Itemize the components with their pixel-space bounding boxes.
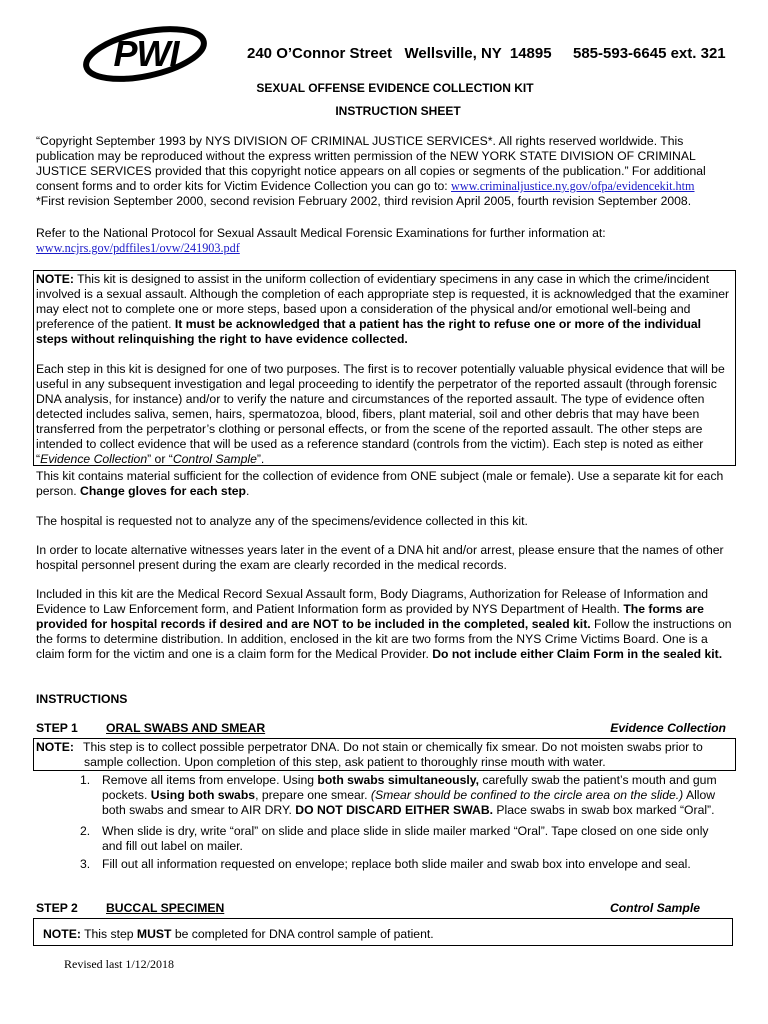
doc-title: SEXUAL OFFENSE EVIDENCE COLLECTION KIT (256, 81, 534, 95)
step1-list (80, 773, 726, 875)
list-item-number: 1. (80, 773, 91, 787)
included-text-2: Follow the instructions on the forms to determine distribution. In addition, enclosed in the kit are two forms from the NYS Crime Victims Board. One is a claim form for the victim and one is a claim form for the Medical Provider. (36, 617, 732, 661)
note-text: This kit is designed to assist in the uniform collection of evidentiary specimens in any case in which the crime/incident involved is a sexual assault. Although the completion of each appropriate step is requested, it is acknowledged that the examiner may elect not to complete one or more steps, based upon a consideration of the physical and/or emotional well-being and preference of the patient. (36, 272, 730, 331)
logo-text: PWI (113, 33, 179, 74)
included-bold-1: The forms are provided for hospital records if desired and are NOT to be included in the completed, sealed kit. (36, 602, 704, 631)
kit-material-paragraph (36, 469, 736, 499)
list-item-number: 2. (80, 824, 91, 838)
step2-type: Control Sample (609, 901, 700, 915)
item1-text-d: Allow both swabs and smear to AIR DRY. (102, 788, 716, 817)
item3-text: Fill out all information requested on envelope; replace both slide mailer and swab box into envelope and seal. (102, 857, 691, 871)
item1-text-c: , prepare one smear. (255, 788, 371, 802)
step2-note-label: NOTE: (43, 927, 81, 941)
step2-note-must: MUST (136, 927, 172, 941)
step2-note-text-b: be completed for DNA control sample of patient. (171, 927, 434, 941)
item1-italic: (Smear should be confined to the circle area on the slide.) (370, 788, 684, 802)
copyright-paragraph (36, 134, 736, 209)
step1-note-label: NOTE: (36, 740, 74, 754)
criminaljustice-link[interactable]: www.criminaljustice.ny.gov/ofpa/evidencekit.htm (451, 179, 695, 193)
item1-bold-b: Using both swabs (150, 788, 256, 802)
step2-title: BUCCAL SPECIMEN (106, 901, 225, 915)
change-gloves: Change gloves for each step (80, 484, 246, 498)
pwi-logo (80, 26, 210, 82)
step1-note-text: This step is to collect possible perpetrator DNA. Do not stain or chemically fix smear. Do not moisten swabs prior to sample collection. Upon completion of this step, ask patient to thoroughly rinse mouth with water. (83, 740, 703, 769)
kit-material-text: This kit contains material sufficient for the collection of evidence from ONE subject (male or female). Use a separate kit for each person. (36, 469, 724, 498)
note-bold: It must be acknowledged that a patient has the right to refuse one or more of the individual steps without relinquishing the right to have evidence collected. (36, 317, 702, 346)
step1-type: Evidence Collection (610, 721, 726, 735)
ncjrs-link[interactable]: www.ncjrs.gov/pdffiles1/ovw/241903.pdf (36, 241, 240, 255)
copyright-text: “Copyright September 1993 by NYS DIVISION OF CRIMINAL JUSTICE SERVICES*. All rights reserved worldwide. This publication may be reproduced without the express written permission of the NEW YORK STATE DIVISION OF CRIMINAL JUSTICE SERVICES provided that this copyright notice appears on all copies or segments of the publication.” For additional consent forms and to order kits for Victim Evidence Collection you can go to: (36, 134, 706, 193)
kit-material-end: . (245, 484, 250, 498)
protocol-paragraph (36, 226, 736, 256)
item1-bold-a: both swabs simultaneously, (317, 773, 480, 787)
purpose-text: Each step in this kit is designed for one of two purposes. The first is to recover potentially valuable physical evidence that will be useful in any subsequent investigation and legal proceeding to identify the perpetrator of the reported assault (through forensic DNA analysis, for instance) and/or to verify the nature and circumstances of the reported assault. The type of evidence often detected includes saliva, semen, hairs, spermatozoa, blood, fibers, plant material, soil and other debris that may have been transferred from the perpetrator’s clothing or personal effects, or from the scene of the reported assault. The other steps are intended to collect evidence that will be used as a reference standard (controls from the victim). Each step is noted as either “ (36, 362, 725, 466)
step2-label: STEP 2 (36, 901, 78, 915)
protocol-text: Refer to the National Protocol for Sexual Assault Medical Forensic Examinations for further information at: (36, 226, 606, 240)
header-phone: 585-593-6645 ext. 321 (573, 45, 726, 62)
list-item (80, 773, 726, 818)
revised-footer: Revised last 1/12/2018 (64, 957, 174, 971)
step2-note-text-a: This step (80, 927, 137, 941)
note-paragraph-2 (36, 362, 733, 467)
witnesses-paragraph: In order to locate alternative witnesses years later in the event of a DNA hit and/or arrest, please ensure that the names of other hospital personnel present during the exam are clearly recorded in the medical records. (36, 543, 724, 572)
item1-text-b: carefully swab the patient’s mouth and gum pockets. (102, 773, 717, 802)
revisions-text: *First revision September 2000, second revision February 2002, third revision April 2005, fourth revision September 2008. (36, 194, 692, 208)
included-paragraph (36, 587, 736, 662)
control-sample-term: Control Sample (172, 452, 257, 466)
note-label: NOTE: (36, 272, 74, 286)
step1-note-box (33, 738, 736, 771)
step1-title: ORAL SWABS AND SMEAR (106, 721, 266, 735)
evidence-collection-term: Evidence Collection (40, 452, 148, 466)
doc-subtitle: INSTRUCTION SHEET (335, 104, 461, 118)
included-text-1: Included in this kit are the Medical Record Sexual Assault form, Body Diagrams, Authorization for Release of Information and Evidence to Law Enforcement form, and Patient Information form as provided by NYS Department of Health. (36, 587, 709, 616)
included-bold-2: Do not include either Claim Form in the sealed kit. (432, 647, 723, 661)
end-quote: ”. (256, 452, 265, 466)
item1-bold-c: DO NOT DISCARD EITHER SWAB. (295, 803, 494, 817)
list-item (80, 857, 726, 872)
list-item (80, 824, 726, 854)
list-item-number: 3. (80, 857, 91, 871)
step1-label: STEP 1 (36, 721, 78, 735)
or-text: ” or “ (147, 452, 173, 466)
item2-text: When slide is dry, write “oral” on slide and place slide in slide mailer marked “Oral”. Tape closed on one side only and fill out label on mailer. (102, 824, 709, 853)
note-box (33, 270, 736, 466)
hospital-note: The hospital is requested not to analyze any of the specimens/evidence collected in this kit. (36, 514, 528, 528)
item1-text-e: Place swabs in swab box marked “Oral”. (493, 803, 715, 817)
header-address: 240 O’Connor Street Wellsville, NY 14895 (247, 45, 552, 62)
item1-text-a: Remove all items from envelope. Using (102, 773, 318, 787)
note-paragraph-1 (36, 272, 733, 347)
instructions-heading: INSTRUCTIONS (36, 692, 128, 706)
step2-note-box (33, 918, 733, 946)
